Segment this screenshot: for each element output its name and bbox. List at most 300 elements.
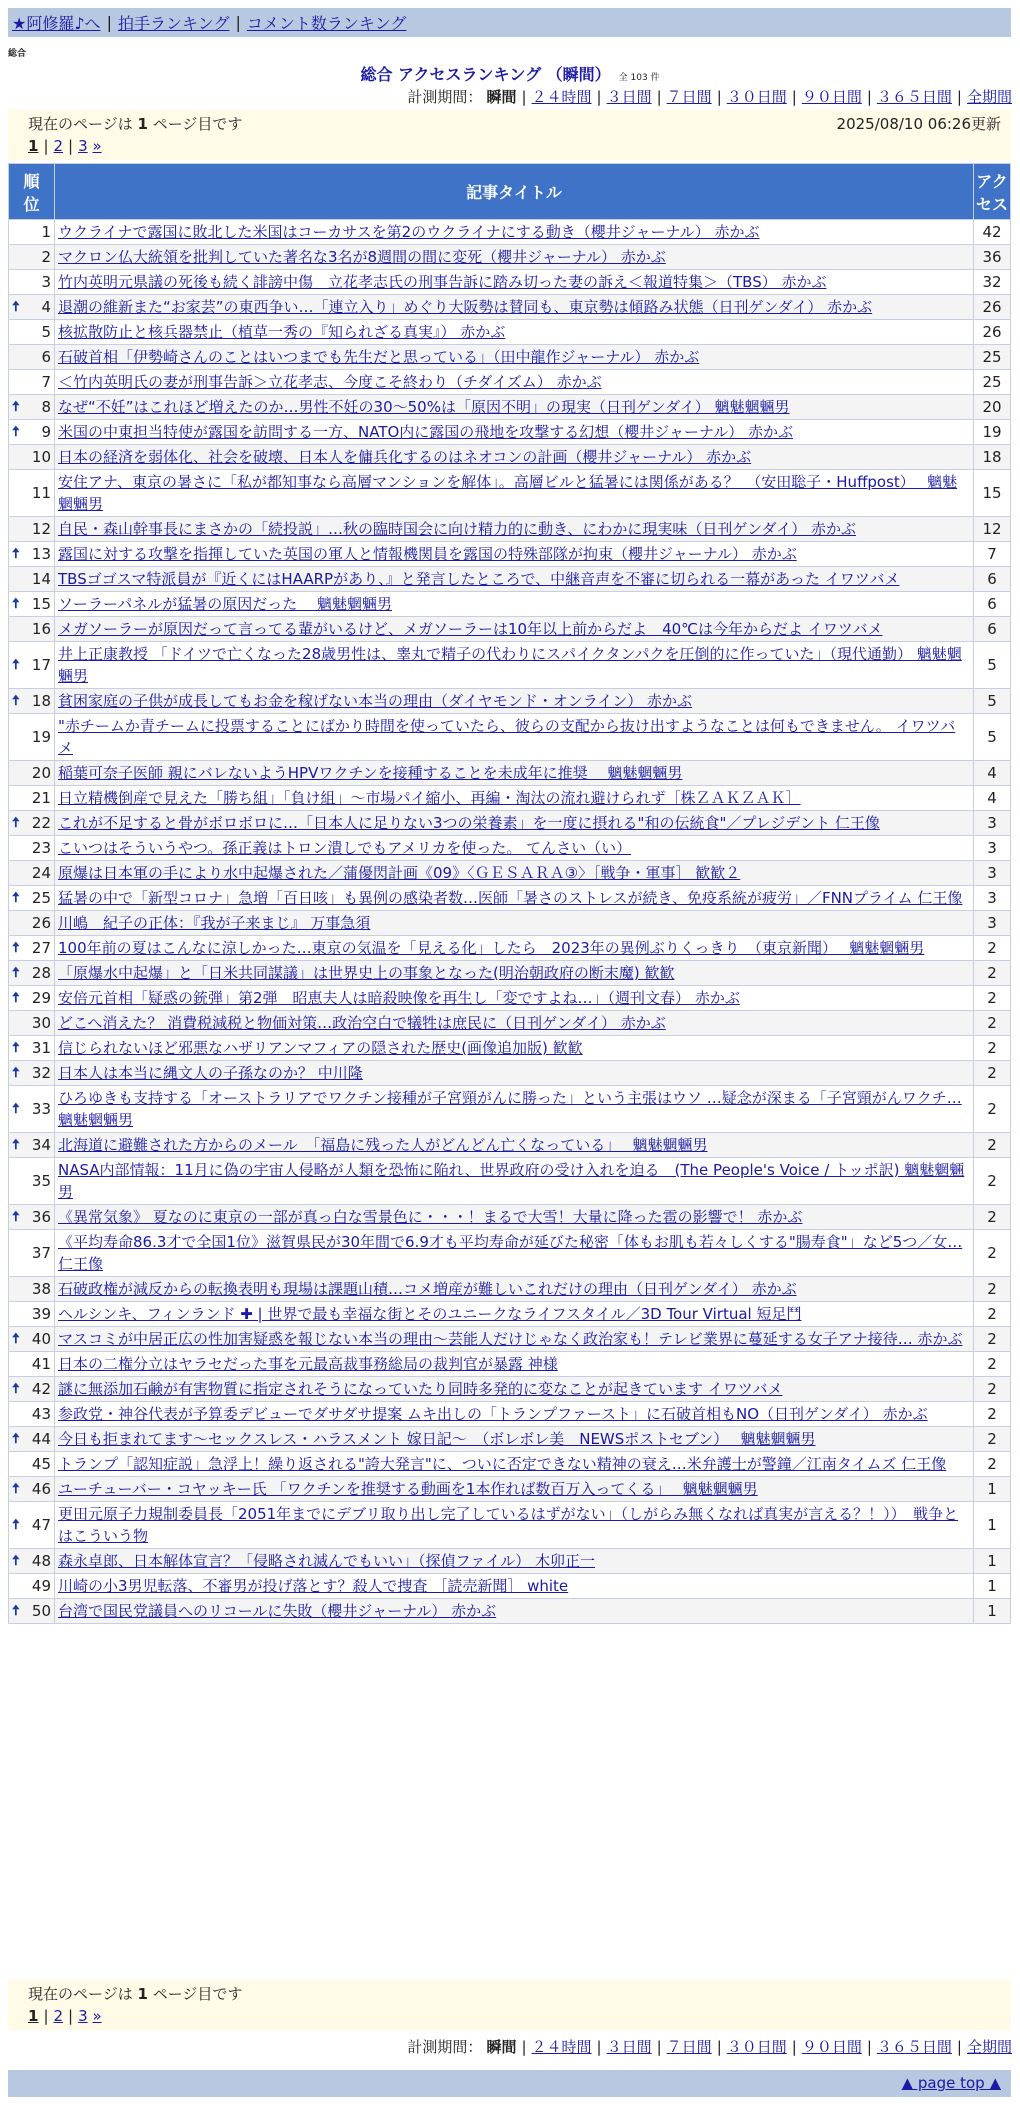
title-cell xyxy=(55,1502,974,1549)
updated-timestamp: 2025/08/10 06:26更新 xyxy=(836,115,1001,133)
article-link[interactable]: こいつはそういうやつ。孫正義はトロン潰しでもアメリカを使った。 てんさい（い） xyxy=(58,839,632,857)
rank-cell xyxy=(9,470,55,517)
up-arrow-icon: 🠅 xyxy=(12,1553,20,1569)
rank-cell xyxy=(9,245,55,270)
access-count: 2 xyxy=(974,986,1011,1011)
access-count: 5 xyxy=(974,642,1011,689)
table-row xyxy=(9,517,1011,542)
title-cell xyxy=(55,220,974,245)
up-arrow-icon: 🠅 xyxy=(12,1517,20,1533)
title-cell xyxy=(55,517,974,542)
title-cell xyxy=(55,1352,974,1377)
title-cell xyxy=(55,320,974,345)
access-count: 2 xyxy=(974,1427,1011,1452)
article-link[interactable]: 謎に無添加石鹸が有害物質に指定されそうになっていたり同時多発的に変なことが起きています イワツバメ xyxy=(58,1380,783,1398)
article-link[interactable]: 森永卓郎、日本解体宣言？「侵略され滅んでもいい」（探偵ファイル） 木卯正一 xyxy=(58,1552,595,1570)
access-count: 2 xyxy=(974,1133,1011,1158)
rank-number: 17 xyxy=(31,656,51,674)
nav-link-home[interactable]: ★阿修羅♪へ xyxy=(12,14,101,33)
period-label: 計測期間： xyxy=(407,2038,483,2056)
rank-number: 42 xyxy=(31,1380,51,1398)
article-link[interactable]: 退潮の維新また“お家芸”の東西争い…「連立入り」めぐり大阪勢は賛同も、東京勢は傾路み状態（日刊ゲンダイ） 赤かぶ xyxy=(58,298,873,316)
table-row xyxy=(9,592,1011,617)
article-link[interactable]: 猛暑の中で「新型コロナ」急増「百日咳」も異例の感染者数…医師「暑さのストレスが続き、免疫系統が疲労」／FNNプライム 仁王像 xyxy=(58,889,963,907)
table-row xyxy=(9,761,1011,786)
up-arrow-icon: 🠅 xyxy=(12,890,20,906)
up-arrow-icon: 🠅 xyxy=(12,399,20,415)
article-link[interactable]: 井上正康教授 「ドイツで亡くなった28歳男性は、睾丸で精子の代わりにスパイクタンパクを圧倒的に作っていた」（現代通勤） 魑魅魍魎男 xyxy=(58,645,962,685)
separator: | xyxy=(716,88,722,106)
table-row xyxy=(9,470,1011,517)
rank-number: 16 xyxy=(31,620,51,638)
article-link[interactable]: 更田元原子力規制委員長「2051年までにデブリ取り出し完了しているはずがない」（しがらみ無くなれば真実が言える？！）） 戦争とはこういう物 xyxy=(58,1505,959,1545)
article-link[interactable]: 《異常気象》 夏なのに東京の一部が真っ白な雪景色に・・・！まるで大雪！大量に降った雹の影響で！ 赤かぶ xyxy=(58,1208,803,1226)
rank-cell xyxy=(9,445,55,470)
rank-number: 10 xyxy=(31,448,51,466)
rank-number: 26 xyxy=(31,914,51,932)
article-link[interactable]: これが不足すると骨がボロボロに…「日本人に足りない3つの栄養素」を一度に摂れる"和の伝統食"／プレジデント 仁王像 xyxy=(58,814,880,832)
rank-number: 32 xyxy=(31,1064,51,1082)
rank-number: 24 xyxy=(31,864,51,882)
rank-number: 47 xyxy=(31,1516,51,1534)
access-count: 2 xyxy=(974,1230,1011,1277)
article-link[interactable]: 安倍元首相「疑惑の銃弾」第2弾 昭恵夫人は暗殺映像を再生し「変ですよね…」（週刊文春） 赤かぶ xyxy=(58,989,740,1007)
up-arrow-icon: 🠅 xyxy=(12,965,20,981)
rank-number: 35 xyxy=(31,1172,51,1190)
rank-cell xyxy=(9,617,55,642)
article-link[interactable]: ソーラーパネルが猛暑の原因だった 魑魅魍魎男 xyxy=(58,595,393,613)
period-link-0[interactable]: ２４時間 xyxy=(531,88,592,106)
article-link[interactable]: NASA内部情報：11月に偽の宇宙人侵略が人類を恐怖に陥れ、世界政府の受け入れを迫る (The People's Voice / トッポ訳) 魑魅魍魎男 xyxy=(58,1161,965,1201)
article-link[interactable]: トランプ「認知症説」急浮上！繰り返される"誇大発言"に、ついに否定できない精神の衰え…米弁護士が警鐘／江南タイムズ 仁王像 xyxy=(58,1455,947,1473)
rank-number: 41 xyxy=(31,1355,51,1373)
table-row xyxy=(9,1574,1011,1599)
table-row xyxy=(9,345,1011,370)
page-link-3[interactable]: 3 xyxy=(78,2007,88,2025)
rank-number: 19 xyxy=(31,728,51,746)
article-link[interactable]: マスコミが中居正広の性加害疑惑を報じない本当の理由～芸能人だけじゃなく政治家も！テレビ業界に蔓延する女子アナ接待… 赤かぶ xyxy=(58,1330,963,1348)
rank-cell xyxy=(9,1352,55,1377)
rank-number: 9 xyxy=(41,423,51,441)
period-link-3[interactable]: ３０日間 xyxy=(726,2038,787,2056)
title-cell xyxy=(55,761,974,786)
rank-cell xyxy=(9,1230,55,1277)
rank-number: 14 xyxy=(31,570,51,588)
article-link[interactable]: 稲葉可奈子医師 親にバレないようHPVワクチンを接種することを未成年に推奨 魑魅魍魎男 xyxy=(58,764,683,782)
separator: | xyxy=(596,2038,602,2056)
title-cell xyxy=(55,836,974,861)
title-cell xyxy=(55,886,974,911)
title-cell xyxy=(55,1158,974,1205)
table-row xyxy=(9,1230,1011,1277)
current-page-number: 1 xyxy=(28,2007,39,2025)
access-count: 2 xyxy=(974,1302,1011,1327)
rank-cell xyxy=(9,714,55,761)
access-count: 19 xyxy=(974,420,1011,445)
rank-cell xyxy=(9,861,55,886)
article-link[interactable]: マクロン仏大統領を批判していた著名な3名が8週間の間に変死（櫻井ジャーナル） 赤かぶ xyxy=(58,248,666,266)
article-link[interactable]: 100年前の夏はこんなに涼しかった…東京の気温を「見える化」したら 2023年の異例ぶりくっきり （東京新聞） 魑魅魍魎男 xyxy=(58,939,925,957)
article-link[interactable]: 今日も拒まれてます～セックスレス・ハラスメント 嫁日記～ （ボレボレ美 NEWSポストセブン） 魑魅魍魎男 xyxy=(58,1430,816,1448)
rank-cell xyxy=(9,295,55,320)
rank-cell xyxy=(9,936,55,961)
title-cell xyxy=(55,270,974,295)
up-arrow-icon: 🠅 xyxy=(12,1331,20,1347)
title-cell xyxy=(55,542,974,567)
access-count: 42 xyxy=(974,220,1011,245)
ranking-body xyxy=(9,220,1011,1624)
title-cell xyxy=(55,617,974,642)
rank-cell xyxy=(9,370,55,395)
rank-number: 33 xyxy=(31,1100,51,1118)
separator: | xyxy=(596,88,602,106)
title-cell xyxy=(55,1086,974,1133)
table-row xyxy=(9,370,1011,395)
article-link[interactable]: ヘルシンキ、フィンランド ✚ | 世界で最も幸福な街とそのユニークなライフスタイル／3D Tour Virtual 短足鬥 xyxy=(58,1305,802,1323)
separator: | xyxy=(521,2038,527,2056)
separator: | xyxy=(656,88,662,106)
access-count: 6 xyxy=(974,592,1011,617)
title-cell xyxy=(55,395,974,420)
table-row xyxy=(9,961,1011,986)
table-row xyxy=(9,1452,1011,1477)
rank-cell xyxy=(9,1036,55,1061)
access-count: 2 xyxy=(974,1036,1011,1061)
period-link-4[interactable]: ９０日間 xyxy=(801,2038,862,2056)
access-count: 5 xyxy=(974,689,1011,714)
total-count: 全 103 件 xyxy=(618,73,660,83)
article-link[interactable]: 参政党・神谷代表が予算委デビューでダサダサ提案 ムキ出しの「トランプファースト」に石破首相もNO（日刊ゲンダイ） 赤かぶ xyxy=(58,1405,928,1423)
rank-number: 20 xyxy=(31,764,51,782)
article-link[interactable]: 「原爆水中起爆」と「日米共同謀議」は世界史上の事象となった(明治朝政府の断末魔) 歓歓 xyxy=(58,964,675,982)
rank-cell xyxy=(9,1302,55,1327)
article-link[interactable]: ひろゆきも支持する「オーストラリアでワクチン接種が子宮頸がんに勝った」という主張はウソ …疑念が深まる「子宮頸がんワクチ… 魑魅魍魎男 xyxy=(58,1089,962,1129)
access-count: 2 xyxy=(974,1158,1011,1205)
period-link-6[interactable]: 全期間 xyxy=(966,88,1012,106)
access-count: 32 xyxy=(974,270,1011,295)
article-link[interactable]: 川嶋 紀子の正体：『我が子来まじ』 万事急須 xyxy=(58,914,371,932)
period-link-1[interactable]: ３日間 xyxy=(606,88,652,106)
table-row xyxy=(9,420,1011,445)
title-cell xyxy=(55,689,974,714)
article-link[interactable]: 石破政権が減反からの転換表明も現場は課題山積…コメ増産が難しいこれだけの理由（日刊ゲンダイ） 赤かぶ xyxy=(58,1280,797,1298)
period-label: 計測期間： xyxy=(407,88,483,106)
article-link[interactable]: 台湾で国民党議員へのリコールに失敗（櫻井ジャーナル） 赤かぶ xyxy=(58,1602,497,1620)
title-cell xyxy=(55,642,974,689)
rank-cell xyxy=(9,1574,55,1599)
access-count: 12 xyxy=(974,517,1011,542)
period-link-0[interactable]: ２４時間 xyxy=(531,2038,592,2056)
up-arrow-icon: 🠅 xyxy=(12,546,20,562)
title-cell xyxy=(55,370,974,395)
period-link-2[interactable]: ７日間 xyxy=(666,88,712,106)
article-link[interactable]: 北海道に避難された方からのメール 「福島に残った人がどんどん亡くなっている」 魑魅魍魎男 xyxy=(58,1136,708,1154)
period-link-3[interactable]: ３０日間 xyxy=(726,88,787,106)
header-access: アク セス xyxy=(974,164,1011,220)
page-link-2[interactable]: 2 xyxy=(53,137,64,155)
access-count: 2 xyxy=(974,1086,1011,1133)
period-link-4[interactable]: ９０日間 xyxy=(801,88,862,106)
title-cell xyxy=(55,911,974,936)
separator: | xyxy=(521,88,527,106)
rank-number: 44 xyxy=(31,1430,51,1448)
rank-number: 49 xyxy=(31,1577,51,1595)
access-count: 1 xyxy=(974,1477,1011,1502)
separator: | xyxy=(43,137,49,155)
rank-cell xyxy=(9,811,55,836)
table-row xyxy=(9,1352,1011,1377)
table-row xyxy=(9,1599,1011,1624)
up-arrow-icon: 🠅 xyxy=(12,299,20,315)
access-count: 1 xyxy=(974,1549,1011,1574)
access-count: 2 xyxy=(974,1377,1011,1402)
rank-number: 23 xyxy=(31,839,51,857)
article-link[interactable]: 原爆は日本軍の手により水中起爆された／蒲優閃計画《09》〈ＧＥＳＡＲＡ③〉［戦争・軍事］ 歓歓２ xyxy=(58,864,741,882)
table-row xyxy=(9,567,1011,592)
access-count: 2 xyxy=(974,961,1011,986)
rank-cell xyxy=(9,517,55,542)
current-page-number: 1 xyxy=(28,137,39,155)
article-link[interactable]: ウクライナで露国に敗北した米国はコーカサスを第2のウクライナにする動き（櫻井ジャーナル） 赤かぶ xyxy=(58,223,760,241)
period-link-2[interactable]: ７日間 xyxy=(666,2038,712,2056)
article-link[interactable]: ユーチューバー・コヤッキー氏 「ワクチンを推奨する動画を1本作れば数百万入ってくる」 魑魅魍魎男 xyxy=(58,1480,758,1498)
title-cell xyxy=(55,1205,974,1230)
up-arrow-icon: 🠅 xyxy=(12,990,20,1006)
up-arrow-icon: 🠅 xyxy=(12,596,20,612)
rank-number: 1 xyxy=(41,223,51,241)
table-row xyxy=(9,1036,1011,1061)
title-cell xyxy=(55,1277,974,1302)
article-link[interactable]: 貧困家庭の子供が成長してもお金を稼げない本当の理由（ダイヤモンド・オンライン） 赤かぶ xyxy=(58,692,693,710)
page-title-wrap xyxy=(0,62,1020,85)
access-count: 26 xyxy=(974,320,1011,345)
rank-cell xyxy=(9,836,55,861)
table-row xyxy=(9,445,1011,470)
separator: | xyxy=(716,2038,722,2056)
access-count: 6 xyxy=(974,617,1011,642)
access-count: 3 xyxy=(974,836,1011,861)
title-cell xyxy=(55,295,974,320)
article-link[interactable]: 川崎の小3男児転落、不審男が投げ落とす？殺人で捜査 ［読売新聞］ white xyxy=(58,1577,569,1595)
title-cell xyxy=(55,567,974,592)
article-link[interactable]: "赤チームか青チームに投票することにばかり時間を使っていたら、彼らの支配から抜け出すようなことは何もできません。 イワツバメ xyxy=(58,717,956,757)
separator: | xyxy=(956,2038,962,2056)
access-count: 15 xyxy=(974,470,1011,517)
rank-cell xyxy=(9,1327,55,1352)
table-row xyxy=(9,1086,1011,1133)
rank-number: 22 xyxy=(31,814,51,832)
table-row xyxy=(9,542,1011,567)
title-cell xyxy=(55,1302,974,1327)
rank-number: 40 xyxy=(31,1330,51,1348)
title-cell xyxy=(55,1427,974,1452)
nav-link-applause-ranking[interactable]: 拍手ランキング xyxy=(117,14,230,33)
rank-number: 50 xyxy=(31,1602,51,1620)
rank-cell xyxy=(9,320,55,345)
current-page-text-bottom: 現在のページは 1 ページ目です xyxy=(28,1985,243,2003)
period-current: 瞬間 xyxy=(486,88,517,106)
title-cell xyxy=(55,1377,974,1402)
rank-number: 31 xyxy=(31,1039,51,1057)
nav-link-comment-ranking[interactable]: コメント数ランキング xyxy=(246,14,407,33)
title-cell xyxy=(55,420,974,445)
table-row xyxy=(9,786,1011,811)
page-link-»[interactable]: » xyxy=(92,2007,102,2025)
article-link[interactable]: 自民・森山幹事長にまさかの「続投説」…秋の臨時国会に向け精力的に動き、にわかに現実味（日刊ゲンダイ） 赤かぶ xyxy=(58,520,856,538)
article-link[interactable]: ＜竹内英明氏の妻が刑事告訴＞立花孝志、今度こそ終わり（チダイズム） 赤かぶ xyxy=(58,373,602,391)
title-cell xyxy=(55,1452,974,1477)
page-link-3[interactable]: 3 xyxy=(78,137,88,155)
rank-cell xyxy=(9,1477,55,1502)
table-row xyxy=(9,320,1011,345)
rank-number: 43 xyxy=(31,1405,51,1423)
rank-number: 48 xyxy=(31,1552,51,1570)
rank-cell xyxy=(9,1061,55,1086)
period-selector-bottom xyxy=(407,2036,1012,2057)
title-cell xyxy=(55,1574,974,1599)
access-count: 6 xyxy=(974,567,1011,592)
rank-cell xyxy=(9,270,55,295)
rank-number: 11 xyxy=(31,484,51,502)
rank-cell xyxy=(9,1549,55,1574)
rank-number: 25 xyxy=(31,889,51,907)
access-count: 2 xyxy=(974,1011,1011,1036)
rank-number: 12 xyxy=(31,520,51,538)
title-cell xyxy=(55,1036,974,1061)
title-cell xyxy=(55,1402,974,1427)
up-arrow-icon: 🠅 xyxy=(12,1101,20,1117)
separator: | xyxy=(68,137,74,155)
access-count: 2 xyxy=(974,936,1011,961)
up-arrow-icon: 🠅 xyxy=(12,1040,20,1056)
rank-cell xyxy=(9,911,55,936)
pagination-top xyxy=(28,137,1001,155)
period-selector-top xyxy=(407,86,1012,107)
period-link-6[interactable]: 全期間 xyxy=(966,2038,1012,2056)
page-link-2[interactable]: 2 xyxy=(53,2007,64,2025)
access-count: 2 xyxy=(974,1352,1011,1377)
current-page-text: 現在のページは 1 ページ目です xyxy=(28,115,243,133)
table-row xyxy=(9,245,1011,270)
separator: | xyxy=(656,2038,662,2056)
rank-number: 29 xyxy=(31,989,51,1007)
rank-cell xyxy=(9,592,55,617)
up-arrow-icon: 🠅 xyxy=(12,693,20,709)
access-count: 2 xyxy=(974,1205,1011,1230)
rank-cell xyxy=(9,689,55,714)
access-count: 2 xyxy=(974,1452,1011,1477)
ranking-table xyxy=(8,163,1011,1624)
table-row xyxy=(9,811,1011,836)
title-cell xyxy=(55,1327,974,1352)
title-cell xyxy=(55,786,974,811)
title-cell xyxy=(55,445,974,470)
access-count: 3 xyxy=(974,811,1011,836)
rank-cell xyxy=(9,1086,55,1133)
rank-cell xyxy=(9,986,55,1011)
access-count: 4 xyxy=(974,761,1011,786)
title-cell xyxy=(55,1599,974,1624)
access-count: 18 xyxy=(974,445,1011,470)
period-link-5[interactable]: ３６５日間 xyxy=(876,2038,952,2056)
up-arrow-icon: 🠅 xyxy=(12,1481,20,1497)
article-link[interactable]: なぜ“不妊”はこれほど増えたのか…男性不妊の30～50%は「原因不明」の現実（日刊ゲンダイ） 魑魅魍魎男 xyxy=(58,398,790,416)
page-top-link[interactable]: ▲ page top ▲ xyxy=(901,2074,1001,2092)
article-link[interactable]: 米国の中東担当特使が露国を訪問する一方、NATO内に露国の飛地を攻撃する幻想（櫻井ジャーナル） 赤かぶ xyxy=(58,423,794,441)
up-arrow-icon: 🠅 xyxy=(12,815,20,831)
article-link[interactable]: 日本の経済を弱体化、社会を破壊、日本人を傭兵化するのはネオコンの計画（櫻井ジャーナル） 赤かぶ xyxy=(58,448,752,466)
table-row xyxy=(9,1205,1011,1230)
up-arrow-icon: 🠅 xyxy=(12,1603,20,1619)
article-link[interactable]: メガソーラーが原因だって言ってる輩がいるけど、メガソーラーは10年以上前からだよ 40℃は今年からだよ イワツバメ xyxy=(58,620,883,638)
rank-number: 13 xyxy=(31,545,51,563)
rank-cell xyxy=(9,395,55,420)
table-row xyxy=(9,1402,1011,1427)
page-link-»[interactable]: » xyxy=(92,137,102,155)
article-link[interactable]: 石破首相「伊勢崎さんのことはいつまでも先生だと思っている」（田中龍作ジャーナル） 赤かぶ xyxy=(58,348,700,366)
article-link[interactable]: 《平均寿命86.3才で全国1位》滋賀県民が30年間で6.9才も平均寿命が延びた秘密「体もお肌も若々しくする"腸寿食"」など5つ／女… 仁王像 xyxy=(58,1233,963,1273)
separator: | xyxy=(956,88,962,106)
title-cell xyxy=(55,936,974,961)
separator: | xyxy=(43,2007,49,2025)
rank-number: 5 xyxy=(41,323,51,341)
article-link[interactable]: 日本人は本当に縄文人の子孫なのか？ 中川隆 xyxy=(58,1064,363,1082)
up-arrow-icon: 🠅 xyxy=(12,424,20,440)
table-row xyxy=(9,1011,1011,1036)
period-current: 瞬間 xyxy=(486,2038,517,2056)
rank-cell xyxy=(9,1133,55,1158)
access-count: 36 xyxy=(974,245,1011,270)
access-count: 7 xyxy=(974,542,1011,567)
article-link[interactable]: 信じられないほど邪悪なハザリアンマフィアの隠された歴史(画像追加版) 歓歓 xyxy=(58,1039,583,1057)
top-navigation: ★阿修羅♪へ | 拍手ランキング | コメント数ランキング xyxy=(8,8,1011,37)
rank-cell xyxy=(9,642,55,689)
title-cell xyxy=(55,470,974,517)
rank-number: 28 xyxy=(31,964,51,982)
article-link[interactable]: 竹内英明元県議の死後も続く誹謗中傷 立花孝志氏の刑事告訴に踏み切った妻の訴え＜報道特集＞（TBS） 赤かぶ xyxy=(58,273,827,291)
rank-cell xyxy=(9,1502,55,1549)
title-cell xyxy=(55,245,974,270)
up-arrow-icon: 🠅 xyxy=(12,940,20,956)
rank-number: 36 xyxy=(31,1208,51,1226)
article-link[interactable]: 露国に対する攻撃を指揮していた英国の軍人と情報機関員を露国の特殊部隊が拘束（櫻井ジャーナル） 赤かぶ xyxy=(58,545,797,563)
article-link[interactable]: TBSゴゴスマ特派員が『近くにはHAARPがあり、』と発言したところで、中継音声を不審に切られる一幕があった イワツバメ xyxy=(58,570,900,588)
article-link[interactable]: どこへ消えた？ 消費税減税と物価対策…政治空白で犠牲は庶民に（日刊ゲンダイ） 赤かぶ xyxy=(58,1014,666,1032)
table-row xyxy=(9,1377,1011,1402)
separator: | xyxy=(68,2007,74,2025)
rank-cell xyxy=(9,1011,55,1036)
article-link[interactable]: 日立精機倒産で見えた「勝ち組」「負け組」～市場パイ縮小、再編・淘汰の流れ避けられず［株ＺＡＫＺＡＫ］ xyxy=(58,789,801,807)
article-link[interactable]: 安住アナ、東京の暑さに「私が都知事なら高層マンションを解体」。高層ビルと猛暑には関係がある？ （安田聡子・Huffpost） 魑魅魍魎男 xyxy=(58,473,958,513)
up-arrow-icon: 🠅 xyxy=(12,657,20,673)
article-link[interactable]: 日本の二権分立はヤラセだった事を元最高裁事務総局の裁判官が暴露 神様 xyxy=(58,1355,558,1373)
title-cell xyxy=(55,345,974,370)
period-link-5[interactable]: ３６５日間 xyxy=(876,88,952,106)
up-arrow-icon: 🠅 xyxy=(12,1381,20,1397)
table-row xyxy=(9,1549,1011,1574)
access-count: 1 xyxy=(974,1502,1011,1549)
article-link[interactable]: 核拡散防止と核兵器禁止（植草一秀の『知られざる真実』） 赤かぶ xyxy=(58,323,506,341)
period-link-1[interactable]: ３日間 xyxy=(606,2038,652,2056)
table-row xyxy=(9,220,1011,245)
access-count: 25 xyxy=(974,345,1011,370)
rank-number: 2 xyxy=(41,248,51,266)
table-row xyxy=(9,1502,1011,1549)
table-row xyxy=(9,836,1011,861)
table-row xyxy=(9,986,1011,1011)
rank-number: 8 xyxy=(41,398,51,416)
table-row xyxy=(9,1427,1011,1452)
